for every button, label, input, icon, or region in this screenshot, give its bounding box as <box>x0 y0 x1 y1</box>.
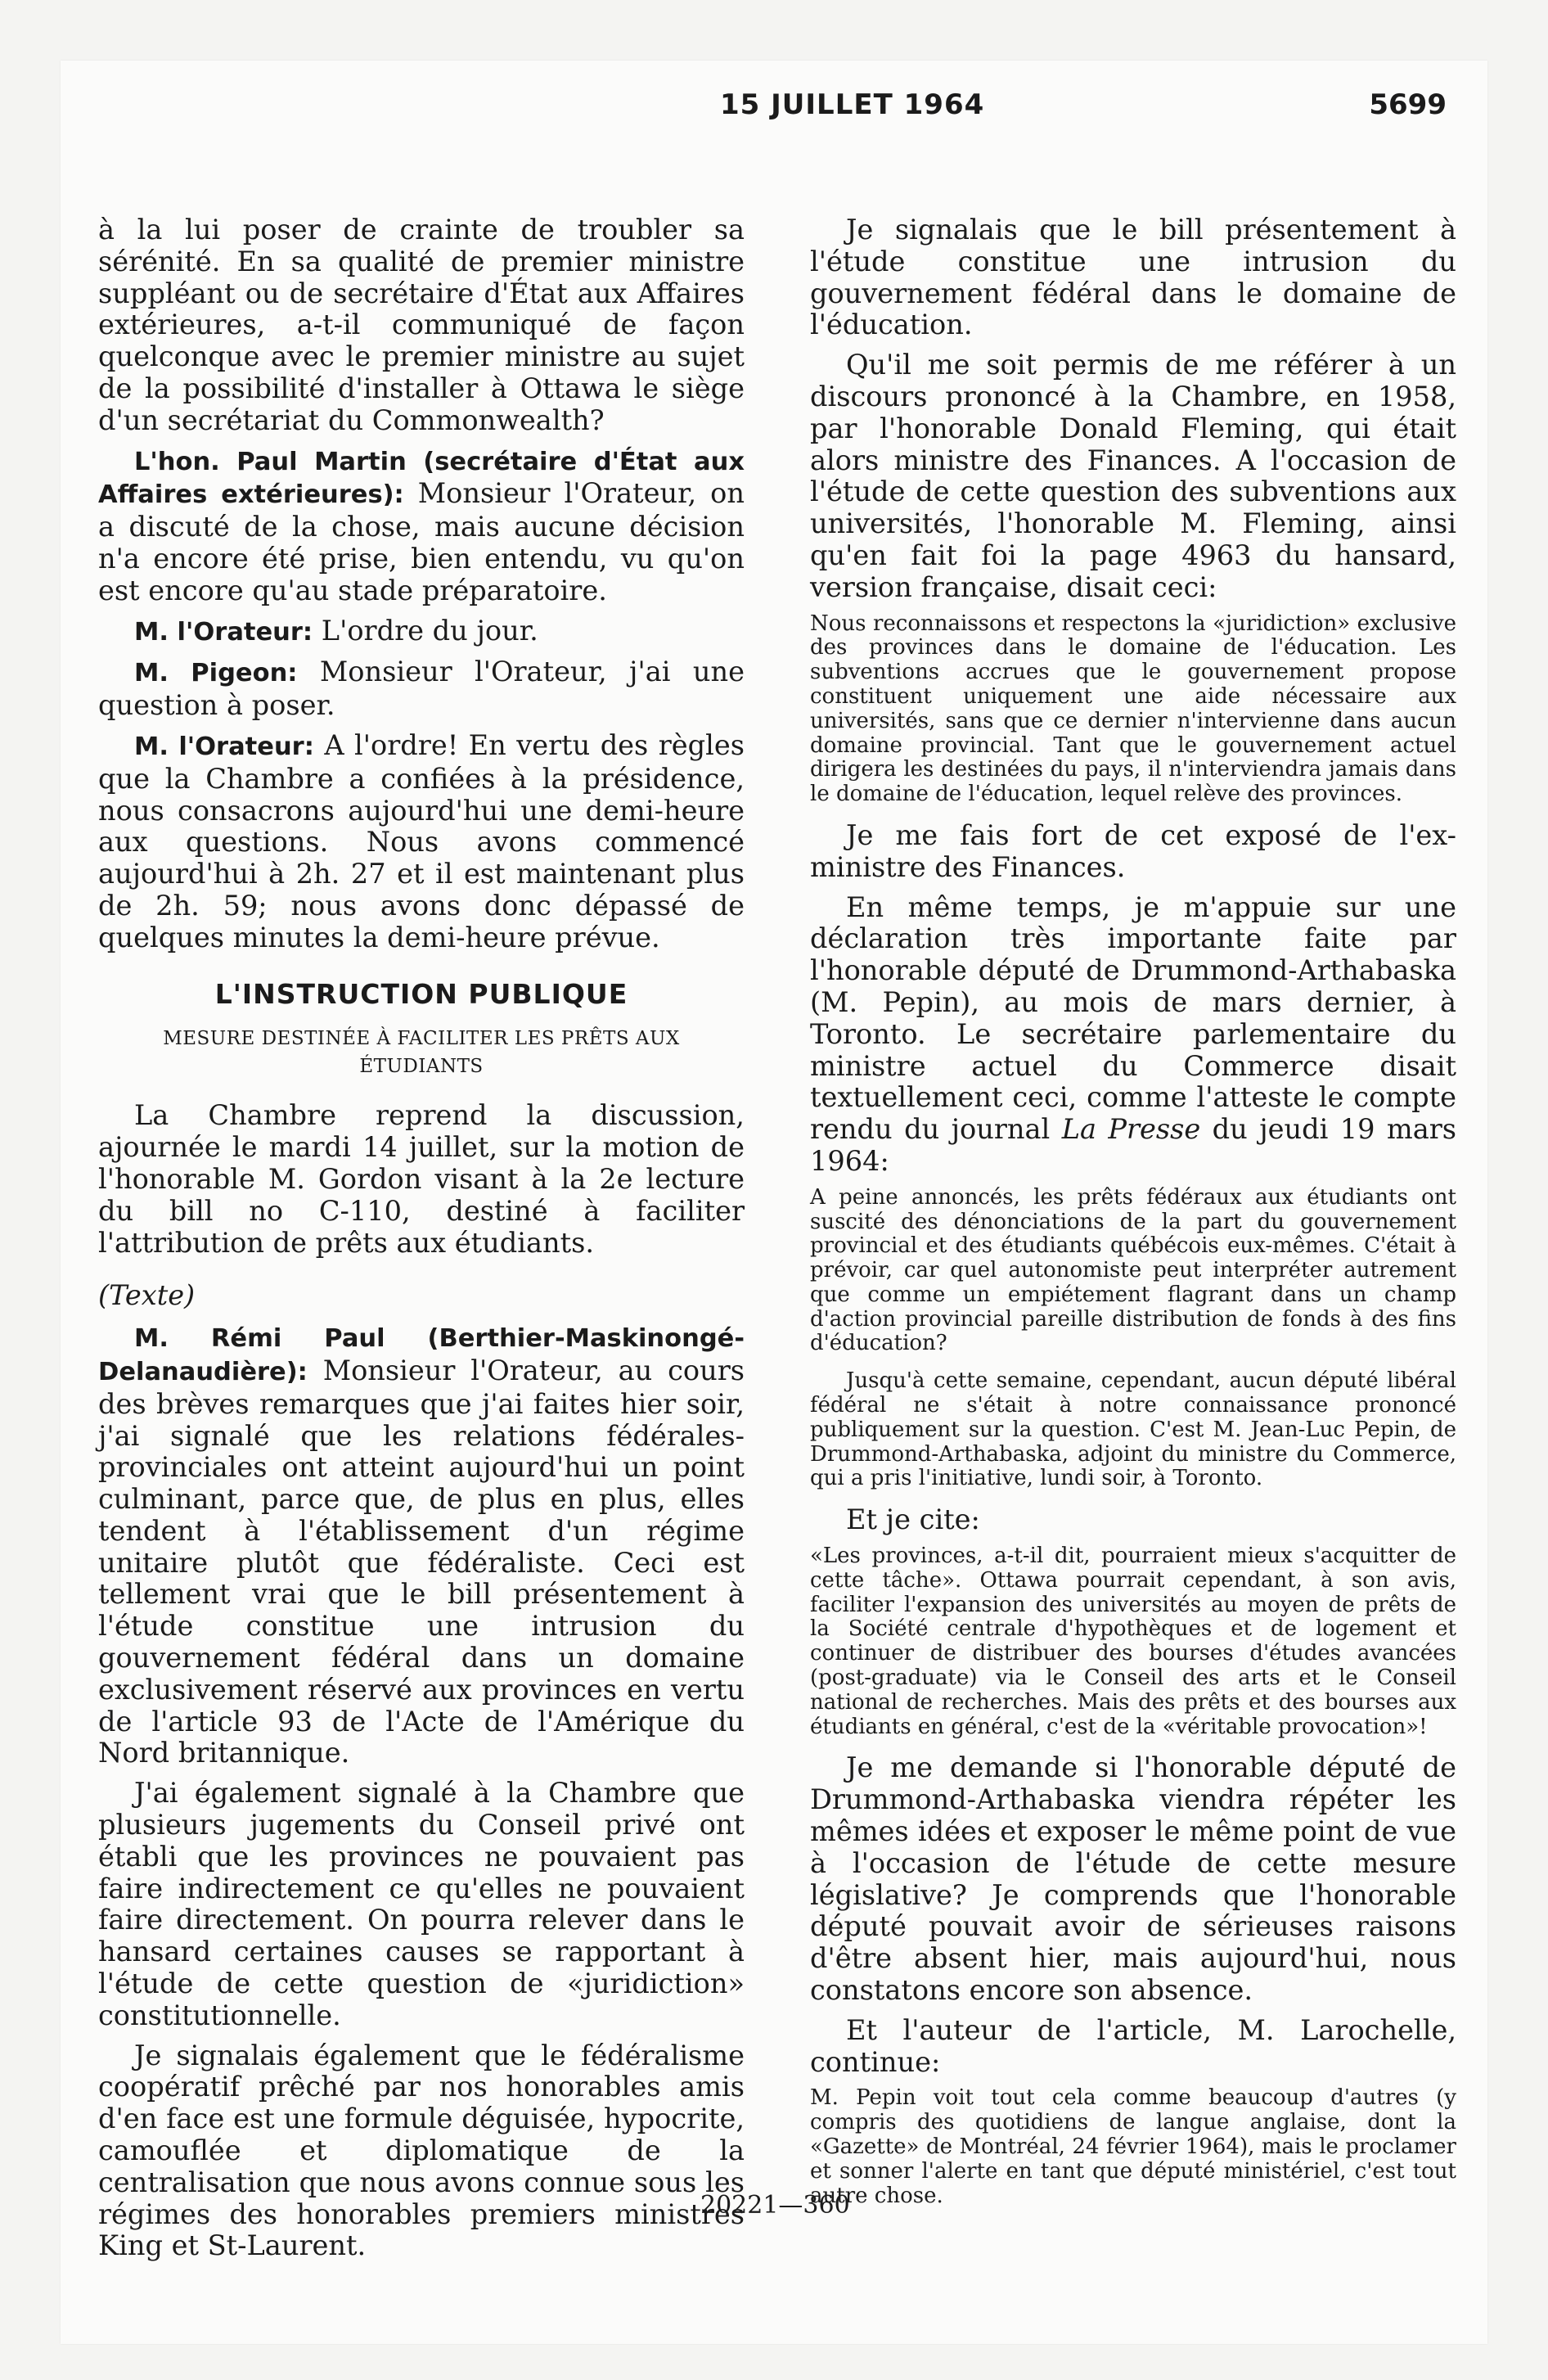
paragraph: Et l'auteur de l'article, M. Larochelle, continue: <box>810 2013 1456 2078</box>
paragraph-text: du jeudi 19 mars 1964: <box>810 1113 1457 1177</box>
section-heading: L'INSTRUCTION PUBLIQUE <box>214 977 628 1010</box>
left-column <box>98 214 745 2270</box>
paragraph <box>810 892 1456 1178</box>
block-quote: A peine annoncés, les prêts fédéraux aux étudiants ont suscité des dénonciations de la part du gouvernement provincial et des étudiants québécois eux-mêmes. C'était à prévoir, car quel autonomiste peut interpréter autrement que comme un empiétement flagrant dans un champ d'action provincial pareille distribution de fonds à des fins d'éducation? <box>810 1184 1456 1356</box>
paragraph: La Chambre reprend la discussion, ajournée le mardi 14 juillet, sur la motion de l'honorable M. Gordon visant à la 2e lecture du bill no C-110, destiné à faciliter l'attribution de prêts aux étudiants. <box>98 1099 745 1259</box>
block-quote: M. Pepin voit tout cela comme beaucoup d'autres (y compris des quotidiens de langue anglaise, dont la «Gazette» de Montréal, 24 février 1964), mais le proclamer et sonner l'alerte en tant que député ministériel, c'est tout autre chose. <box>810 2085 1456 2208</box>
paragraph: à la lui poser de crainte de troubler sa sérénité. En sa qualité de premier ministre suppléant ou de secrétaire d'État aux Affaires extérieures, a-t-il communiqué de façon quelconque avec le premier ministre au sujet de la possibilité d'installer à Ottawa le siège d'un secrétariat du Commonwealth? <box>98 214 745 436</box>
paragraph: Je signalais également que le fédéralisme coopératif prêché par nos honorables amis d'en face est une formule déguisée, hypocrite, camouflée et diplomatique de la centralisation que nous avons connue sous les régimes des honorables premiers ministres King et St-Laurent. <box>98 2039 745 2262</box>
paragraph: J'ai également signalé à la Chambre que plusieurs jugements du Conseil privé ont établi que les provinces ne pouvaient pas faire indirectement ce qu'elles ne pouvaient faire directement. On pourra relever dans le hansard certaines causes se rapportant à l'étude de cette question de «juridiction» constitutionnelle. <box>98 1777 745 2031</box>
section-subheading: MESURE DESTINÉE À FACILITER LES PRÊTS AUX ÉTUDIANTS <box>163 1028 680 1078</box>
speech-paragraph <box>98 615 745 649</box>
speaker-name: M. l'Orateur: <box>134 732 314 761</box>
paragraph: Qu'il me soit permis de me référer à un discours prononcé à la Chambre, en 1958, par l'honorable Donald Fleming, qui était alors ministre des Finances. A l'occasion de l'étude de cette question des subventions aux universités, l'honorable M. Fleming, ainsi qu'en fait foi la page 4963 du hansard, version française, disait ceci: <box>810 349 1456 603</box>
paragraph: Et je cite: <box>846 1503 980 1536</box>
speech-text: A l'ordre! En vertu des règles que la Chambre a confiées à la présidence, nous consacrons aujourd'hui une demi-heure aux questions. Nous avons commencé aujourd'hui à 2h. 27 et il est maintenant plus de 2h. 59; nous avons donc dépassé de quelques minutes la demi-heure prévue. <box>98 728 745 953</box>
speech-paragraph <box>98 445 745 607</box>
speaker-name: M. l'Orateur: <box>134 617 313 647</box>
speaker-name: L'hon. Paul Martin (secrétaire d'État aux Affaires extérieures): <box>98 447 745 510</box>
page-header <box>98 88 1487 137</box>
paragraph: Je signalais que le bill présentement à l'étude constitue une intrusion du gouvernement fédéral dans le domaine de l'éducation. <box>810 214 1456 341</box>
paragraph: Je me fais fort de cet exposé de l'ex-ministre des Finances. <box>810 818 1456 883</box>
block-quote: Jusqu'à cette semaine, cependant, aucun député libéral fédéral ne s'était à notre connaissance prononcé publiquement sur la question. C'est M. Jean-Luc Pepin, de Drummond-Arthabaska, adjoint du ministre du Commerce, qui a pris l'initiative, lundi soir, à Toronto. <box>810 1368 1456 1491</box>
header-date: 15 JUILLET 1964 <box>720 88 985 121</box>
page-footer: 20221—360 <box>700 2191 850 2220</box>
subsection-label: (Texte) <box>98 1279 196 1312</box>
speech-text: Monsieur l'Orateur, on a discuté de la chose, mais aucune décision n'a encore été prise, bien entendu, vu qu'on est encore qu'au stade préparatoire. <box>98 477 745 606</box>
speech-paragraph <box>98 1322 745 1769</box>
block-quote: Nous reconnaissons et respectons la «juridiction» exclusive des provinces dans le domaine de l'éducation. Les subventions accrues que le gouvernement propose constituent uniquement une aide nécessaire aux universités, sans que ce dernier n'intervienne dans aucun domaine provincial. Tant que le gouvernement actuel dirigera les destinées du pays, il n'interviendra jamais dans le domaine de l'éducation, lequel relève des provinces. <box>810 611 1456 807</box>
speech-paragraph <box>98 730 745 954</box>
page-number: 5699 <box>1369 88 1447 121</box>
speaker-name: M. Pigeon: <box>134 659 298 688</box>
journal-title: La Presse <box>1061 1113 1201 1146</box>
right-column <box>810 214 1456 2221</box>
speech-text: Monsieur l'Orateur, j'ai une question à poser. <box>98 656 745 722</box>
speech-text: Monsieur l'Orateur, au cours des brèves remarques que j'ai faites hier soir, j'ai signalé que les relations fédérales-provinciales ont atteint aujourd'hui un point culminant, parce que, de plus en plus, elles tendent à l'établissement d'un régime unitaire plutôt que fédéraliste. Ceci est tellement vrai que le bill présentement à l'étude constitue une intrusion du gouvernement fédéral dans un domaine exclusivement réservé aux provinces en vertu de l'article 93 de l'Acte de l'Amérique du Nord britannique. <box>98 1354 745 1769</box>
block-quote: «Les provinces, a-t-il dit, pourraient mieux s'acquitter de cette tâche». Ottawa pourrait cependant, à son avis, faciliter l'expansion des universités au moyen de prêts de la Société centrale d'hypothèques et de logement et continuer de distribuer des bourses d'études avancées (post-graduate) via le Conseil des arts et le Conseil national de recherches. Mais des prêts et des bourses aux étudiants en général, c'est de la «véritable provocation»! <box>810 1544 1456 1739</box>
speaker-name: M. Rémi Paul (Berthier-Maskinongé-Delanaudière): <box>98 1324 745 1386</box>
paragraph: Je me demande si l'honorable député de Drummond-Arthabaska viendra répéter les mêmes idées et exposer le même point de vue à l'occasion de l'étude de cette mesure législative? Je comprends que l'honorable député pouvait avoir de sérieuses raisons d'être absent hier, mais aujourd'hui, nous constatons encore son absence. <box>810 1751 1456 2007</box>
speech-text: L'ordre du jour. <box>313 614 538 647</box>
paragraph-text: En même temps, je m'appuie sur une déclaration très importante faite par l'honorable député de Drummond-Arthabaska (M. Pepin), au mois de mars dernier, à Toronto. Le secrétaire parlementaire du ministre actuel du Commerce disait textuellement ceci, comme l'atteste le compte rendu du journal <box>810 890 1456 1146</box>
speech-paragraph <box>98 656 745 722</box>
